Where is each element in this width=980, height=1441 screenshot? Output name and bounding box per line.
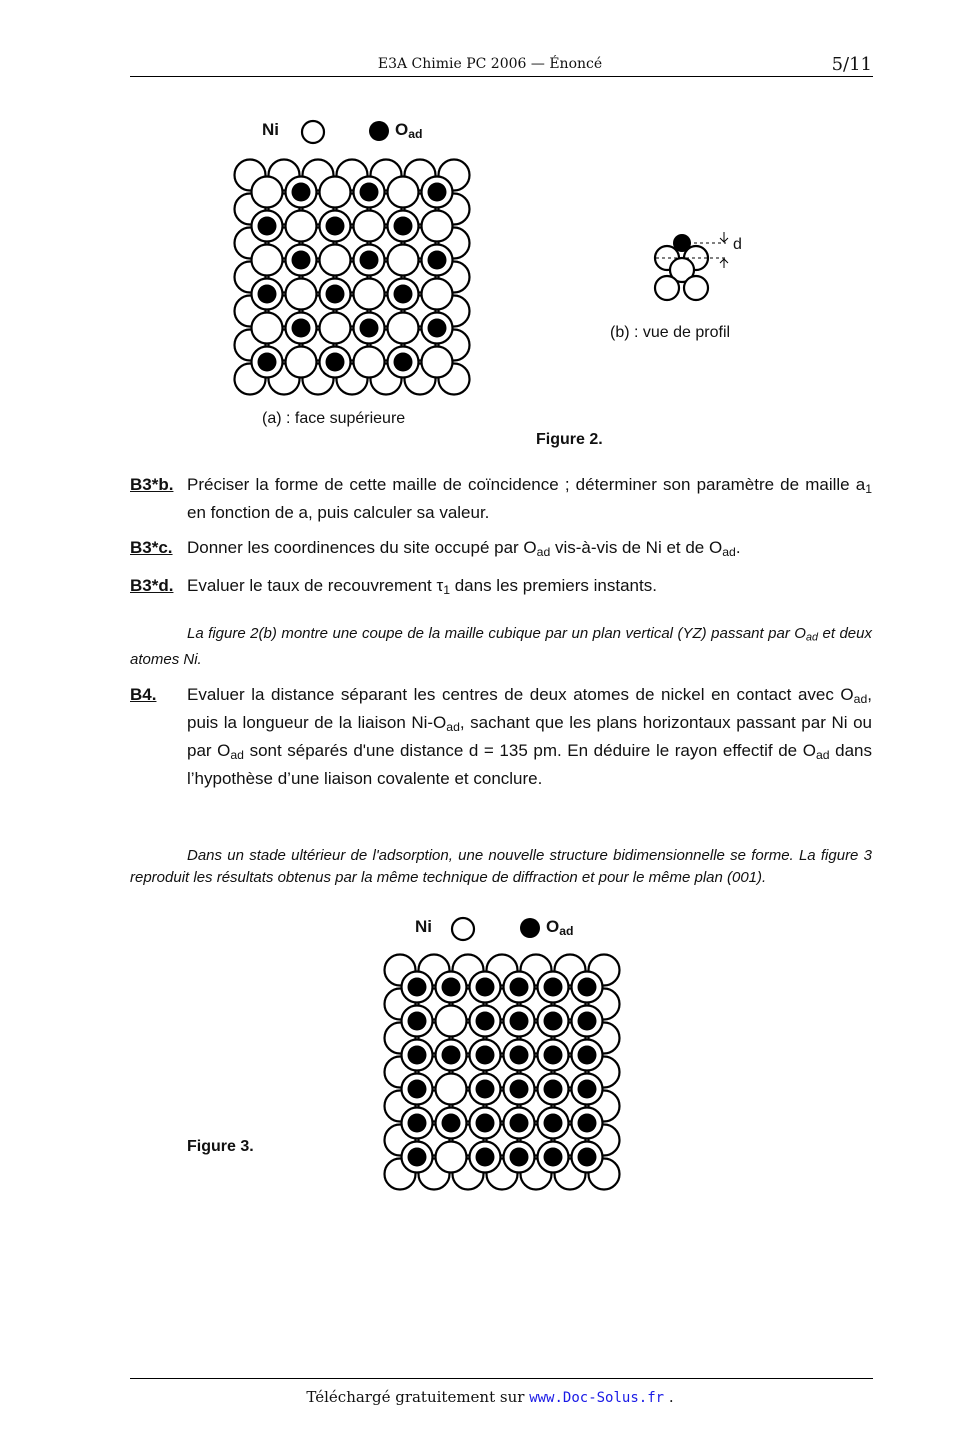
footer: Téléchargé gratuitement sur www.Doc-Solus.fr . [306, 1388, 674, 1406]
oad-atom [292, 251, 311, 270]
oad-atom [544, 1046, 563, 1065]
figure2a-lattice [230, 155, 480, 400]
oad-atom [326, 285, 345, 304]
legend-ni-circle-icon [299, 118, 327, 146]
ni-atom [320, 177, 351, 208]
oad-atom [476, 1148, 495, 1167]
oad-atom [476, 1080, 495, 1099]
legend-ni-circle-icon [449, 915, 477, 943]
oad-atom [394, 285, 413, 304]
question-label: B3*c. [130, 538, 173, 557]
ni-atom [252, 245, 283, 276]
oad-atom [258, 285, 277, 304]
oad-atom [442, 978, 461, 997]
profile-d-label: d [733, 236, 742, 253]
ni-atom [252, 313, 283, 344]
oad-atom [408, 1148, 427, 1167]
oad-atom [292, 319, 311, 338]
legend-ni-label: Ni [262, 120, 279, 139]
oad-atom [428, 183, 447, 202]
legend-oad-label: $O_{ad}$ [546, 917, 574, 939]
figure2-title: Figure 2. [536, 431, 603, 448]
ni-atom [252, 177, 283, 208]
ni-atom [354, 347, 385, 378]
ni-atom [422, 279, 453, 310]
ni-atom [422, 211, 453, 242]
oad-atom [258, 217, 277, 236]
question-label: B3*b. [130, 475, 174, 494]
ni-atom [286, 211, 317, 242]
page-number: 5/11 [831, 54, 872, 75]
profile-ni-atom [655, 276, 679, 300]
ni-atom [436, 1142, 467, 1173]
oad-atom [408, 1114, 427, 1133]
figure3-title: Figure 3. [187, 1138, 254, 1155]
oad-atom [360, 319, 379, 338]
oad-atom [428, 251, 447, 270]
ni-atom [388, 177, 419, 208]
legend-oad-dot-icon [366, 118, 392, 144]
question-text: Préciser la forme de cette maille de coïncidence ; déterminer son paramètre de maille $a_1$ en fonction de a, puis calculer sa valeur. [187, 475, 872, 523]
figure2a-caption: (a) : face supérieure [262, 410, 406, 427]
note-figure-3: Dans un stade ultérieur de l'adsorption, une nouvelle structure bidimensionnelle se forme. La figure 3 reproduit les résultats obtenus par la même technique de diffraction et pour le même plan (001). [130, 847, 872, 886]
oad-atom [510, 1046, 529, 1065]
footer-text: Téléchargé gratuitement sur [306, 1388, 530, 1406]
oad-atom [578, 1114, 597, 1133]
oad-atom [510, 978, 529, 997]
ni-atom [320, 313, 351, 344]
oad-atom [578, 978, 597, 997]
oad-atom [408, 1012, 427, 1031]
ni-atom [388, 245, 419, 276]
figure2b-caption: (b) : vue de profil [610, 324, 731, 341]
legend-ni-label: Ni [415, 917, 432, 936]
oad-atom [578, 1046, 597, 1065]
oad-atom [442, 1046, 461, 1065]
oad-atom [510, 1012, 529, 1031]
question-text: Evaluer le taux de recouvrement $\tau_1$ dans les premiers instants. [187, 576, 657, 598]
oad-atom [510, 1114, 529, 1133]
oad-atom [510, 1148, 529, 1167]
ni-atom [286, 347, 317, 378]
oad-atom [544, 1080, 563, 1099]
oad-atom [476, 978, 495, 997]
oad-atom [394, 217, 413, 236]
oad-atom [408, 1080, 427, 1099]
profile-ni-atom [684, 276, 708, 300]
ni-atom [388, 313, 419, 344]
ni-atom [436, 1006, 467, 1037]
header-rule [130, 76, 873, 77]
oad-atom [578, 1080, 597, 1099]
question-text: Donner les coordinences du site occupé par $O_{ad}$ vis-à-vis de Ni et de $O_{ad}$. [187, 538, 741, 560]
question-label: B4. [130, 685, 157, 704]
oad-atom [258, 353, 277, 372]
legend-oad-label: $O_{ad}$ [395, 120, 423, 142]
question-b3d [130, 574, 872, 598]
ni-atom [436, 1074, 467, 1105]
oad-atom [578, 1012, 597, 1031]
footer-rule [130, 1378, 873, 1379]
oad-atom [326, 217, 345, 236]
oad-atom [408, 978, 427, 997]
oad-atom [442, 1114, 461, 1133]
oad-atom [476, 1046, 495, 1065]
oad-atom [476, 1012, 495, 1031]
ni-atom [354, 279, 385, 310]
oad-atom [360, 183, 379, 202]
page-header-title: E3A Chimie PC 2006 — Énoncé [377, 56, 603, 72]
ni-atom [422, 347, 453, 378]
question-text: Evaluer la distance séparant les centres de deux atomes de nickel en contact avec $O_{ad}$, puis la longueur de la liaison $Ni-O_{ad}$, sachant que les plans horizontaux passant par Ni ou par $O_{ad}$ sont séparés d'une distance d = 135 pm. En déduire le rayon effectif de $O_{ad}$ dans l’hypothèse d’une liaison covalente et conclure. [187, 685, 872, 789]
oad-atom [544, 1148, 563, 1167]
oad-atom [408, 1046, 427, 1065]
oad-atom [292, 183, 311, 202]
oad-atom [544, 978, 563, 997]
oad-atom [360, 251, 379, 270]
ni-atom [354, 211, 385, 242]
oad-atom [476, 1114, 495, 1133]
question-label: B3*d. [130, 576, 174, 595]
footer-link[interactable]: www.Doc-Solus.fr [529, 1390, 665, 1406]
oad-atom [326, 353, 345, 372]
oad-atom [428, 319, 447, 338]
oad-atom [394, 353, 413, 372]
question-b4 [130, 683, 872, 803]
question-b3b [130, 473, 872, 521]
oad-atom [544, 1012, 563, 1031]
ni-atom [320, 245, 351, 276]
figure3-legend [415, 913, 595, 943]
oad-atom [578, 1148, 597, 1167]
oad-atom [544, 1114, 563, 1133]
ni-atom [286, 279, 317, 310]
legend-oad-dot-icon [517, 915, 543, 941]
question-b3c [130, 536, 872, 560]
figure2a-legend [262, 116, 442, 146]
figure3-lattice [380, 950, 630, 1195]
note-figure-2b: La figure 2(b) montre une coupe de la maille cubique par un plan vertical (YZ) passant par $O_{ad}$ et deux atomes Ni. [130, 625, 872, 668]
oad-atom [510, 1080, 529, 1099]
